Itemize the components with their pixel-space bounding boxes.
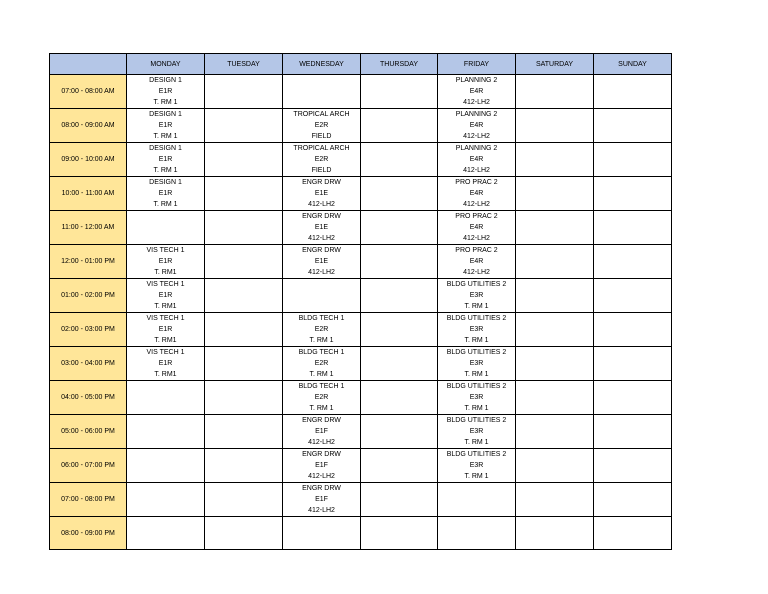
course-name: DESIGN 1 xyxy=(149,145,182,152)
schedule-cell-monday xyxy=(127,109,205,143)
schedule-cell-wednesday xyxy=(283,313,361,347)
time-slot-label: 06:00 - 07:00 PM xyxy=(50,449,127,483)
section-code: E2R xyxy=(314,394,329,401)
time-row xyxy=(50,313,672,347)
schedule-cell-wednesday xyxy=(283,279,361,313)
time-row xyxy=(50,211,672,245)
room: T. RM 1 xyxy=(464,303,489,310)
course-name: BLDG UTILITIES 2 xyxy=(446,349,507,356)
schedule-cell-friday xyxy=(438,109,516,143)
schedule-cell-monday xyxy=(127,143,205,177)
class-schedule-table xyxy=(49,53,672,550)
section-code: E3R xyxy=(469,360,484,367)
schedule-cell-saturday xyxy=(516,449,594,483)
section-code: E1R xyxy=(158,292,173,299)
time-slot-label: 04:00 - 05:00 PM xyxy=(50,381,127,415)
section-code: E3R xyxy=(469,292,484,299)
day-header-thursday: THURSDAY xyxy=(361,54,438,75)
schedule-cell-sunday xyxy=(594,449,672,483)
section-code: E1R xyxy=(158,88,173,95)
section-code: E1R xyxy=(158,156,173,163)
time-row xyxy=(50,415,672,449)
schedule-cell-monday xyxy=(127,381,205,415)
section-code: E1R xyxy=(158,122,173,129)
schedule-cell-saturday xyxy=(516,143,594,177)
room: T. RM 1 xyxy=(309,371,334,378)
room: T. RM1 xyxy=(154,371,177,378)
schedule-cell-tuesday xyxy=(205,313,283,347)
section-code: E2R xyxy=(314,326,329,333)
schedule-cell-thursday xyxy=(361,517,438,550)
schedule-cell-tuesday xyxy=(205,415,283,449)
course-name: BLDG TECH 1 xyxy=(298,349,345,356)
schedule-cell-wednesday xyxy=(283,211,361,245)
schedule-cell-saturday xyxy=(516,177,594,211)
schedule-cell-sunday xyxy=(594,279,672,313)
room: 412-LH2 xyxy=(463,235,490,242)
schedule-cell-monday xyxy=(127,313,205,347)
room: 412-LH2 xyxy=(463,201,490,208)
section-code: E4R xyxy=(469,88,484,95)
room: 412-LH2 xyxy=(308,439,335,446)
section-code: E2R xyxy=(314,156,329,163)
schedule-cell-saturday xyxy=(516,279,594,313)
schedule-cell-saturday xyxy=(516,517,594,550)
room: T. RM 1 xyxy=(464,371,489,378)
course-name: ENGR DRW xyxy=(302,451,341,458)
course-name: ENGR DRW xyxy=(302,213,341,220)
section-code: E4R xyxy=(469,190,484,197)
room: T. RM1 xyxy=(154,269,177,276)
schedule-cell-wednesday xyxy=(283,517,361,550)
room: 412-LH2 xyxy=(463,269,490,276)
time-row xyxy=(50,347,672,381)
room: T. RM 1 xyxy=(153,201,178,208)
schedule-cell-saturday xyxy=(516,347,594,381)
schedule-cell-friday xyxy=(438,75,516,109)
section-code: E3R xyxy=(469,428,484,435)
schedule-cell-friday xyxy=(438,483,516,517)
course-name: VIS TECH 1 xyxy=(146,349,185,356)
section-code: E1R xyxy=(158,258,173,265)
course-name: ENGR DRW xyxy=(302,417,341,424)
schedule-cell-monday xyxy=(127,75,205,109)
schedule-cell-thursday xyxy=(361,313,438,347)
schedule-cell-wednesday xyxy=(283,449,361,483)
schedule-cell-sunday xyxy=(594,347,672,381)
schedule-cell-monday xyxy=(127,211,205,245)
room: T. RM 1 xyxy=(464,439,489,446)
schedule-cell-sunday xyxy=(594,109,672,143)
time-row xyxy=(50,449,672,483)
schedule-cell-saturday xyxy=(516,109,594,143)
schedule-cell-saturday xyxy=(516,245,594,279)
room: 412-LH2 xyxy=(308,201,335,208)
time-slot-label: 09:00 - 10:00 AM xyxy=(50,143,127,177)
room: FIELD xyxy=(311,167,332,174)
section-code: E4R xyxy=(469,224,484,231)
course-name: DESIGN 1 xyxy=(149,111,182,118)
time-slot-label: 08:00 - 09:00 AM xyxy=(50,109,127,143)
schedule-cell-tuesday xyxy=(205,211,283,245)
room: 412-LH2 xyxy=(308,269,335,276)
schedule-cell-friday xyxy=(438,211,516,245)
schedule-cell-tuesday xyxy=(205,75,283,109)
schedule-cell-tuesday xyxy=(205,517,283,550)
schedule-cell-tuesday xyxy=(205,279,283,313)
section-code: E3R xyxy=(469,394,484,401)
schedule-cell-saturday xyxy=(516,75,594,109)
schedule-cell-wednesday xyxy=(283,143,361,177)
section-code: E1E xyxy=(314,224,329,231)
schedule-cell-monday xyxy=(127,415,205,449)
schedule-cell-monday xyxy=(127,279,205,313)
course-name: TROPICAL ARCH xyxy=(293,145,350,152)
course-name: DESIGN 1 xyxy=(149,77,182,84)
course-name: PRO PRAC 2 xyxy=(455,179,498,186)
course-name: PRO PRAC 2 xyxy=(455,213,498,220)
schedule-cell-friday xyxy=(438,279,516,313)
schedule-cell-tuesday xyxy=(205,245,283,279)
schedule-cell-friday xyxy=(438,449,516,483)
course-name: VIS TECH 1 xyxy=(146,247,185,254)
schedule-cell-sunday xyxy=(594,177,672,211)
day-header-friday: FRIDAY xyxy=(438,54,516,75)
schedule-cell-monday xyxy=(127,449,205,483)
room: 412-LH2 xyxy=(463,167,490,174)
schedule-cell-saturday xyxy=(516,415,594,449)
schedule-cell-thursday xyxy=(361,415,438,449)
schedule-cell-friday xyxy=(438,347,516,381)
day-header-tuesday: TUESDAY xyxy=(205,54,283,75)
section-code: E4R xyxy=(469,156,484,163)
schedule-cell-wednesday xyxy=(283,177,361,211)
schedule-cell-saturday xyxy=(516,313,594,347)
course-name: TROPICAL ARCH xyxy=(293,111,350,118)
course-name: ENGR DRW xyxy=(302,179,341,186)
schedule-cell-thursday xyxy=(361,245,438,279)
section-code: E1R xyxy=(158,360,173,367)
schedule-cell-wednesday xyxy=(283,415,361,449)
course-name: DESIGN 1 xyxy=(149,179,182,186)
course-name: PLANNING 2 xyxy=(455,77,498,84)
time-slot-label: 03:00 - 04:00 PM xyxy=(50,347,127,381)
schedule-cell-wednesday xyxy=(283,75,361,109)
time-slot-label: 12:00 - 01:00 PM xyxy=(50,245,127,279)
section-code: E1E xyxy=(314,258,329,265)
section-code: E1F xyxy=(315,428,328,435)
course-name: PLANNING 2 xyxy=(455,111,498,118)
schedule-cell-saturday xyxy=(516,211,594,245)
course-name: VIS TECH 1 xyxy=(146,281,185,288)
schedule-cell-sunday xyxy=(594,143,672,177)
schedule-cell-sunday xyxy=(594,381,672,415)
time-slot-label: 10:00 - 11:00 AM xyxy=(50,177,127,211)
section-code: E2R xyxy=(314,122,329,129)
schedule-cell-monday xyxy=(127,245,205,279)
schedule-cell-thursday xyxy=(361,347,438,381)
course-name: VIS TECH 1 xyxy=(146,315,185,322)
schedule-cell-sunday xyxy=(594,313,672,347)
section-code: E2R xyxy=(314,360,329,367)
section-code: E4R xyxy=(469,258,484,265)
section-code: E4R xyxy=(469,122,484,129)
schedule-cell-wednesday xyxy=(283,381,361,415)
time-slot-label: 11:00 - 12:00 AM xyxy=(50,211,127,245)
course-name: BLDG UTILITIES 2 xyxy=(446,281,507,288)
course-name: BLDG UTILITIES 2 xyxy=(446,417,507,424)
time-row xyxy=(50,143,672,177)
room: T. RM 1 xyxy=(464,337,489,344)
course-name: PRO PRAC 2 xyxy=(455,247,498,254)
schedule-cell-thursday xyxy=(361,109,438,143)
room: T. RM1 xyxy=(154,337,177,344)
schedule-cell-thursday xyxy=(361,143,438,177)
schedule-cell-sunday xyxy=(594,517,672,550)
schedule-cell-sunday xyxy=(594,415,672,449)
section-code: E1F xyxy=(315,462,328,469)
schedule-cell-wednesday xyxy=(283,109,361,143)
schedule-cell-friday xyxy=(438,245,516,279)
time-slot-label: 08:00 - 09:00 PM xyxy=(50,517,127,550)
corner-header-cell xyxy=(50,54,127,75)
schedule-cell-monday xyxy=(127,483,205,517)
room: T. RM 1 xyxy=(153,167,178,174)
time-slot-label: 05:00 - 06:00 PM xyxy=(50,415,127,449)
schedule-cell-monday xyxy=(127,347,205,381)
room: T. RM 1 xyxy=(464,405,489,412)
room: T. RM1 xyxy=(154,303,177,310)
room: T. RM 1 xyxy=(309,405,334,412)
course-name: PLANNING 2 xyxy=(455,145,498,152)
time-row xyxy=(50,279,672,313)
time-row xyxy=(50,245,672,279)
section-code: E3R xyxy=(469,462,484,469)
day-header-sunday: SUNDAY xyxy=(594,54,672,75)
schedule-cell-monday xyxy=(127,517,205,550)
room: T. RM 1 xyxy=(464,473,489,480)
schedule-cell-tuesday xyxy=(205,109,283,143)
time-row xyxy=(50,109,672,143)
time-row xyxy=(50,381,672,415)
schedule-cell-wednesday xyxy=(283,483,361,517)
day-header-wednesday: WEDNESDAY xyxy=(283,54,361,75)
schedule-cell-sunday xyxy=(594,245,672,279)
time-row xyxy=(50,483,672,517)
schedule-cell-thursday xyxy=(361,177,438,211)
schedule-cell-tuesday xyxy=(205,143,283,177)
room: 412-LH2 xyxy=(308,235,335,242)
room: FIELD xyxy=(311,133,332,140)
section-code: E1R xyxy=(158,190,173,197)
schedule-cell-tuesday xyxy=(205,177,283,211)
schedule-cell-sunday xyxy=(594,483,672,517)
course-name: BLDG TECH 1 xyxy=(298,383,345,390)
header-row xyxy=(50,54,672,75)
section-code: E1R xyxy=(158,326,173,333)
section-code: E3R xyxy=(469,326,484,333)
time-row xyxy=(50,75,672,109)
room: T. RM 1 xyxy=(309,337,334,344)
section-code: E1F xyxy=(315,496,328,503)
course-name: BLDG UTILITIES 2 xyxy=(446,383,507,390)
time-slot-label: 02:00 - 03:00 PM xyxy=(50,313,127,347)
time-slot-label: 01:00 - 02:00 PM xyxy=(50,279,127,313)
room: 412-LH2 xyxy=(463,133,490,140)
room: 412-LH2 xyxy=(463,99,490,106)
course-name: BLDG TECH 1 xyxy=(298,315,345,322)
schedule-cell-wednesday xyxy=(283,347,361,381)
schedule-cell-sunday xyxy=(594,75,672,109)
schedule-cell-thursday xyxy=(361,483,438,517)
schedule-cell-thursday xyxy=(361,211,438,245)
schedule-cell-thursday xyxy=(361,381,438,415)
schedule-cell-saturday xyxy=(516,483,594,517)
time-slot-label: 07:00 - 08:00 AM xyxy=(50,75,127,109)
schedule-cell-wednesday xyxy=(283,245,361,279)
schedule-cell-thursday xyxy=(361,279,438,313)
schedule-cell-tuesday xyxy=(205,449,283,483)
schedule-cell-friday xyxy=(438,143,516,177)
course-name: BLDG UTILITIES 2 xyxy=(446,315,507,322)
course-name: BLDG UTILITIES 2 xyxy=(446,451,507,458)
room: T. RM 1 xyxy=(153,99,178,106)
schedule-cell-monday xyxy=(127,177,205,211)
section-code: E1E xyxy=(314,190,329,197)
time-row xyxy=(50,517,672,550)
schedule-cell-friday xyxy=(438,517,516,550)
schedule-cell-saturday xyxy=(516,381,594,415)
schedule-cell-thursday xyxy=(361,75,438,109)
room: T. RM 1 xyxy=(153,133,178,140)
schedule-cell-tuesday xyxy=(205,381,283,415)
day-header-saturday: SATURDAY xyxy=(516,54,594,75)
day-header-monday: MONDAY xyxy=(127,54,205,75)
schedule-cell-tuesday xyxy=(205,483,283,517)
course-name: ENGR DRW xyxy=(302,485,341,492)
schedule-cell-friday xyxy=(438,415,516,449)
schedule-cell-sunday xyxy=(594,211,672,245)
room: 412-LH2 xyxy=(308,507,335,514)
schedule-cell-friday xyxy=(438,313,516,347)
room: 412-LH2 xyxy=(308,473,335,480)
schedule-cell-thursday xyxy=(361,449,438,483)
time-slot-label: 07:00 - 08:00 PM xyxy=(50,483,127,517)
course-name: ENGR DRW xyxy=(302,247,341,254)
schedule-cell-tuesday xyxy=(205,347,283,381)
schedule-body xyxy=(50,75,672,550)
schedule-cell-friday xyxy=(438,381,516,415)
time-row xyxy=(50,177,672,211)
schedule-cell-friday xyxy=(438,177,516,211)
